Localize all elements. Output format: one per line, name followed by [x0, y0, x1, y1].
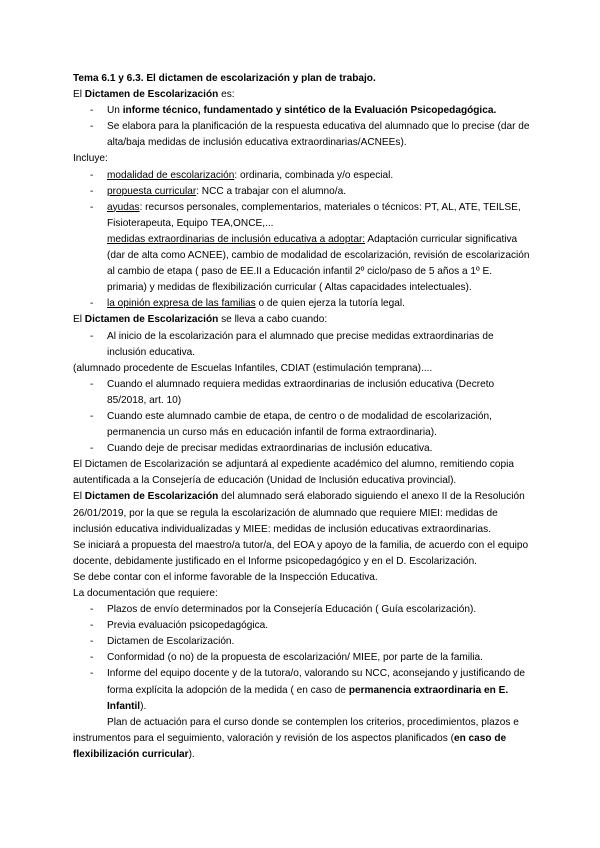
elaborado-paragraph	[73, 489, 533, 537]
list-item	[73, 650, 533, 666]
list-item	[73, 119, 533, 151]
dash-marker: -	[90, 185, 94, 197]
dash-marker: -	[90, 652, 94, 664]
dash-marker: -	[90, 604, 94, 616]
rich-text	[107, 170, 393, 181]
incluye-list	[73, 168, 533, 313]
dash-marker: -	[90, 201, 94, 213]
dash-marker: -	[90, 105, 94, 117]
es-list	[73, 103, 533, 151]
elaborado-pre: El	[73, 491, 85, 503]
list-item	[73, 441, 533, 457]
rich-text	[73, 715, 533, 763]
text-segment: : ordinaria, combinada y/o especial.	[234, 169, 394, 181]
text-segment: medidas extraordinarias de inclusión educativa a adoptar:	[107, 233, 366, 245]
medidas-paragraph	[73, 232, 533, 296]
cuando-list-2	[73, 377, 533, 457]
text-segment: ).	[188, 748, 195, 760]
text-segment: Un	[107, 105, 123, 117]
text-segment: propuesta curricular	[107, 185, 197, 197]
text-segment: Plan de actuación para el curso donde se contemplen los criterios, procedimientos, plazos e instrumentos para el seguimiento, valoración y revisión de los aspectos planificados (	[73, 716, 519, 744]
text-segment: modalidad de escolarización	[107, 169, 235, 181]
documentacion-list	[73, 602, 533, 763]
dash-marker: -	[90, 668, 94, 680]
rich-text	[107, 668, 525, 711]
list-item	[73, 296, 533, 312]
list-item-text: Cuando deje de precisar medidas extraordinarias de inclusión educativa.	[107, 443, 433, 455]
dash-marker: -	[90, 636, 94, 648]
list-item-text: Al inicio de la escolarización para el alumnado que precise medidas extraordinarias de inclusión educativa.	[107, 330, 494, 358]
elaborado-post: del alumnado será elaborado siguiendo el anexo II de la Resolución 26/01/2019, por la que se regula la escolarización de alumnado que requiere MIEI: medidas de inclusión educativa individualizadas y MIEE: medidas de inclusión educativas extraordinarias.	[73, 491, 525, 535]
rich-text	[107, 234, 529, 293]
text-segment: Adaptación curricular significativa (dar de alta como ACNEE), cambio de modalidad de escolarización, revisión de escolarización al cambio de etapa ( paso de EE.II a Educación infantil 2º ciclo/paso de 5 años a 1º E. primaria) y medidas de flexibilización curricular ( Altas capacidades intelectuales).	[107, 233, 530, 294]
documentacion-label: La documentación que requiere:	[73, 588, 218, 599]
list-item	[73, 634, 533, 650]
dash-marker: -	[90, 443, 94, 455]
rich-text	[107, 652, 483, 663]
document	[73, 71, 533, 763]
list-item	[73, 666, 533, 714]
cuando-intro	[73, 312, 533, 328]
dash-marker: -	[90, 330, 94, 342]
rich-text	[107, 298, 405, 309]
list-item	[73, 377, 533, 409]
text-segment: Dictamen de Escolarización.	[107, 636, 235, 648]
text-segment: la opinión expresa de las familias	[107, 298, 256, 310]
intro-post: es:	[218, 89, 235, 101]
cuando-note: (alumnado procedente de Escuelas Infantiles, CDIAT (estimulación temprana)....	[73, 362, 433, 374]
rich-text	[107, 202, 521, 229]
intro-bold: Dictamen de Escolarización	[84, 89, 219, 101]
text-segment: : NCC a trabajar con el alumno/a.	[196, 185, 346, 197]
text-segment: permanencia extraordinaria en E. Infantil	[107, 684, 509, 712]
informe-paragraph: Se debe contar con el informe favorable de la Inspección Educativa.	[73, 571, 378, 583]
text-segment: Informe del equipo docente y de la tutora/o, valorando su NCC, aconsejando y justificando de forma explícita la adopción de la medida ( en caso de	[107, 668, 526, 696]
text-segment: ayudas	[107, 201, 140, 213]
cuando-bold: Dictamen de Escolarización	[84, 314, 219, 326]
list-item	[73, 184, 533, 200]
adjuntara-paragraph: El Dictamen de Escolarización se adjuntará al expediente académico del alumno, remitiendo copia autentificada a la Consejería de educación (Unidad de Inclusión educativa provincial).	[73, 459, 515, 487]
list-item	[73, 168, 533, 184]
list-item	[73, 329, 533, 361]
cuando-list-1	[73, 329, 533, 361]
cuando-pre: El	[73, 314, 85, 326]
list-item	[73, 409, 533, 441]
list-item	[73, 618, 533, 634]
text-segment: Conformidad (o no) de la propuesta de escolarización/ MIEE, por parte de la familia.	[107, 652, 483, 664]
dash-marker: -	[90, 298, 94, 310]
dash-marker: -	[90, 378, 94, 390]
rich-text	[107, 620, 268, 631]
dash-marker: -	[90, 121, 94, 133]
text-segment: Plazos de envío determinados por la Consejería Educación ( Guía escolarización).	[107, 604, 477, 616]
text-segment: en caso de flexibilización curricular	[73, 732, 507, 760]
rich-text	[107, 604, 476, 615]
document-title: Tema 6.1 y 6.3. El dictamen de escolarización y plan de trabajo.	[73, 73, 376, 84]
elaborado-bold: Dictamen de Escolarización	[84, 491, 219, 503]
list-item-text: Cuando el alumnado requiera medidas extraordinarias de inclusión educativa (Decreto 85/2018, art. 10)	[107, 378, 495, 406]
dash-marker: -	[90, 169, 94, 181]
text-segment: Se elabora para la planificación de la respuesta educativa del alumnado que lo precise (dar de alta/baja medidas de inclusión educativa extraordinarias/ACNEEs).	[107, 121, 530, 149]
intro-pre: El	[73, 89, 85, 101]
cuando-post: se lleva a cabo cuando:	[218, 314, 328, 326]
iniciara-paragraph: Se iniciará a propuesta del maestro/a tutor/a, del EOA y apoyo de la familia, de acuerdo con el equipo docente, debidamente justificado en el Informe psicopedagógico y en el D. Escolarización.	[73, 539, 529, 567]
dash-marker: -	[90, 620, 94, 632]
text-segment: informe técnico, fundamentado y sintético de la Evaluación Psicopedagógica.	[122, 105, 497, 117]
intro-paragraph	[73, 87, 533, 103]
plan-paragraph	[73, 715, 533, 763]
text-segment: Previa evaluación psicopedagógica.	[107, 620, 269, 632]
text-segment: : recursos personales, complementarios, materiales o técnicos: PT, AL, ATE, TEILSE, Fisioterapeuta, Equipo TEA,ONCE,...	[107, 201, 521, 229]
list-item	[73, 103, 533, 119]
rich-text	[107, 186, 346, 197]
text-segment: ).	[140, 700, 147, 712]
rich-text	[107, 636, 234, 647]
list-item	[73, 200, 533, 232]
rich-text	[107, 121, 530, 148]
list-item	[73, 602, 533, 618]
list-item-text: Cuando este alumnado cambie de etapa, de centro o de modalidad de escolarización, permanencia un curso más en educación infantil de forma extraordinaria).	[107, 410, 492, 439]
incluye-label: Incluye:	[73, 153, 108, 165]
text-segment: o de quien ejerza la tutoría legal.	[255, 298, 405, 310]
dash-marker: -	[90, 410, 94, 422]
rich-text	[107, 105, 496, 116]
